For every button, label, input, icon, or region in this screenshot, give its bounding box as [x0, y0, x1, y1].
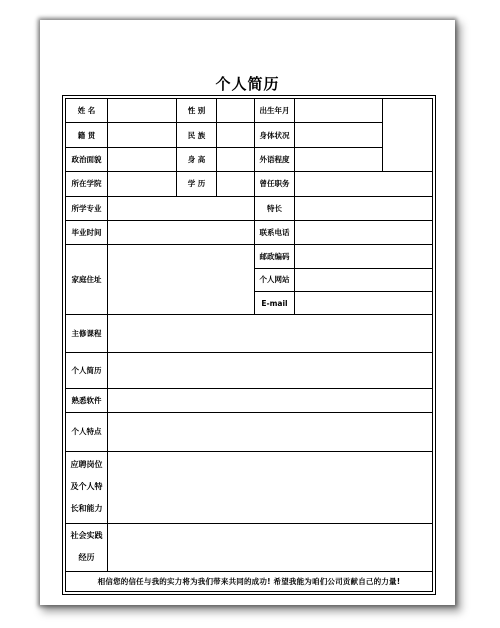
field-social-practice[interactable] — [108, 524, 433, 572]
field-position[interactable] — [295, 172, 433, 196]
label-applied-position-line-1: 应聘岗位 — [70, 460, 103, 470]
field-software[interactable] — [108, 389, 433, 412]
label-software: 熟悉软件 — [66, 389, 108, 412]
field-language[interactable] — [295, 147, 383, 171]
label-birth: 出生年月 — [255, 99, 295, 123]
label-education: 学 历 — [177, 172, 217, 196]
field-graduation[interactable] — [108, 220, 255, 244]
field-major[interactable] — [108, 196, 255, 220]
label-traits: 个人特点 — [66, 412, 108, 451]
field-height[interactable] — [217, 147, 255, 171]
label-social-practice-line-1: 社会实践 — [70, 531, 103, 541]
page-title: 个人简历 — [215, 75, 280, 93]
label-specialty: 特长 — [255, 196, 295, 220]
field-applied-position[interactable] — [108, 451, 433, 523]
field-education[interactable] — [217, 172, 255, 196]
field-birth[interactable] — [295, 99, 383, 123]
field-specialty[interactable] — [295, 196, 433, 220]
label-native-place: 籍 贯 — [66, 123, 108, 147]
label-gender: 性 别 — [177, 99, 217, 123]
field-traits[interactable] — [108, 412, 433, 451]
field-school[interactable] — [108, 172, 177, 196]
field-name[interactable] — [108, 99, 177, 123]
label-political: 政治面貌 — [66, 147, 108, 171]
label-social-practice-line-2: 经历 — [78, 553, 95, 563]
label-position: 曾任职务 — [255, 172, 295, 196]
label-courses: 主修课程 — [66, 315, 108, 353]
field-email[interactable] — [295, 291, 433, 314]
label-applied-position-line-2: 及个人特 — [70, 482, 103, 492]
field-native-place[interactable] — [108, 123, 177, 147]
label-phone: 联系电话 — [255, 220, 295, 244]
label-health: 身体状况 — [255, 123, 295, 147]
field-political[interactable] — [108, 147, 177, 171]
field-zipcode[interactable] — [295, 245, 433, 268]
label-ethnicity: 民 族 — [177, 123, 217, 147]
field-profile[interactable] — [108, 353, 433, 389]
label-profile: 个人简历 — [66, 353, 108, 389]
resume-table — [65, 98, 433, 592]
field-gender[interactable] — [217, 99, 255, 123]
label-school: 所在学院 — [66, 172, 108, 196]
photo-box[interactable] — [383, 99, 433, 172]
label-homepage: 个人网站 — [255, 268, 295, 291]
label-height: 身 高 — [177, 147, 217, 171]
field-homepage[interactable] — [295, 268, 433, 291]
label-major: 所学专业 — [66, 196, 108, 220]
field-health[interactable] — [295, 123, 383, 147]
label-graduation: 毕业时间 — [66, 220, 108, 244]
field-courses[interactable] — [108, 315, 433, 353]
label-language: 外语程度 — [255, 147, 295, 171]
label-address: 家庭住址 — [66, 245, 108, 315]
label-zipcode: 邮政编码 — [255, 245, 295, 268]
label-applied-position — [66, 451, 108, 523]
label-social-practice — [66, 524, 108, 572]
label-name: 姓 名 — [66, 99, 108, 123]
label-applied-position-line-3: 长和能力 — [70, 504, 103, 514]
field-ethnicity[interactable] — [217, 123, 255, 147]
footer-message: 相信您的信任与我的实力将为我们带来共同的成功! 希望我能为咱们公司贡献自己的力量! — [66, 571, 433, 591]
resume-page — [40, 20, 455, 605]
field-address[interactable] — [108, 245, 255, 315]
label-email: E-mail — [255, 291, 295, 314]
field-phone[interactable] — [295, 220, 433, 244]
